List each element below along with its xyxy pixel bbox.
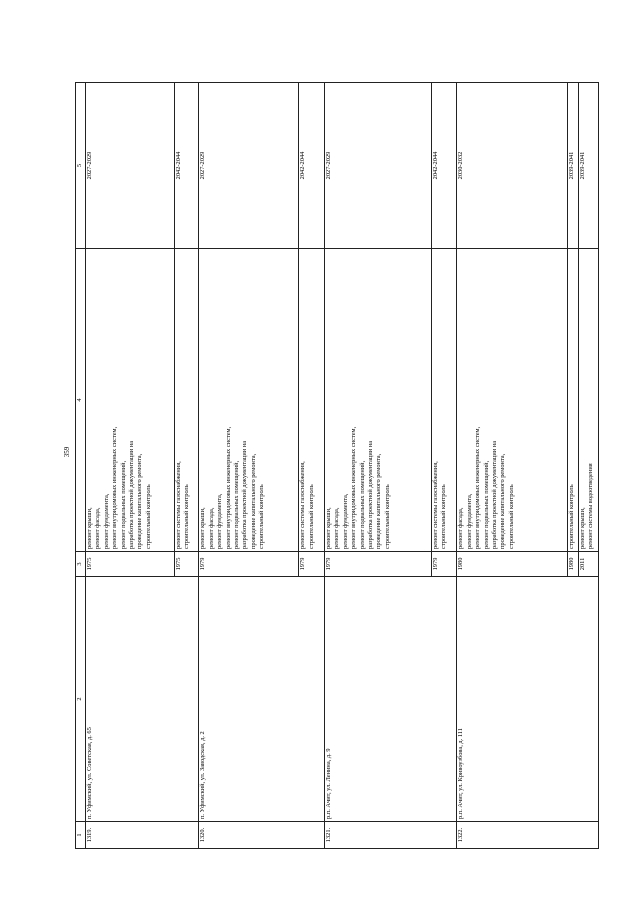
- address-cell: п. Уфимский, ул. Заводская, д. 2: [199, 577, 325, 822]
- work-item: проведение капитального ремонта,: [249, 453, 257, 549]
- work-item: ремонт фундамента,: [102, 493, 110, 549]
- row-number: 1320.: [199, 822, 325, 849]
- period-cell: 2042-2044: [299, 83, 325, 249]
- work-item: ремонт крыши,: [325, 507, 333, 549]
- period-cell: 2027-2029: [199, 83, 299, 249]
- period-cell: 2039-2041: [568, 83, 578, 249]
- work-item: ремонт подвальных помещений,: [233, 460, 241, 549]
- work-item: ремонт крыши,: [199, 507, 207, 549]
- work-item: разработка проектной документации на: [241, 440, 249, 549]
- work-item: разработка проектной документации на: [367, 440, 375, 549]
- rotated-table-container: [75, 83, 599, 849]
- header-col-2: 2: [76, 577, 86, 822]
- address-cell: р.п. Ачит, ул. Ленина, д. 9: [325, 577, 457, 822]
- work-item: строительный контроль: [307, 484, 315, 549]
- work-item: ремонт внутридомовых инженерных систем,: [224, 426, 232, 549]
- year-cell: 1980: [457, 552, 568, 577]
- year-cell: 2011: [578, 552, 598, 577]
- work-item: ремонт подвальных помещений,: [482, 460, 490, 549]
- table-row: [457, 83, 568, 849]
- work-item: ремонт фундамента,: [216, 493, 224, 549]
- period-cell: 2030-2032: [457, 83, 568, 249]
- works-cell: [457, 249, 568, 552]
- work-item: ремонт системы газоснабжения,: [431, 461, 439, 549]
- year-cell: 1975: [86, 552, 175, 577]
- work-item: строительный контроль: [144, 484, 152, 549]
- work-item: ремонт фундамента,: [465, 493, 473, 549]
- year-cell: 1975: [174, 552, 198, 577]
- work-item: строительный контроль: [507, 484, 515, 549]
- year-cell: 1980: [568, 552, 578, 577]
- works-cell: [299, 249, 325, 552]
- work-item: ремонт крыши,: [578, 507, 586, 549]
- address-cell: п. Уфимский, ул. Советская, д. 65: [86, 577, 199, 822]
- work-item: строительный контроль: [183, 484, 191, 549]
- work-item: строительный контроль: [568, 484, 576, 549]
- work-item: проведение капитального ремонта,: [136, 453, 144, 549]
- address-cell: р.п. Ачит, ул. Кривоузбова, д. 111: [457, 577, 599, 822]
- work-item: строительный контроль: [258, 484, 266, 549]
- work-item: ремонт системы газоснабжения,: [299, 461, 307, 549]
- page-number: 359: [63, 446, 71, 458]
- table-row: [86, 83, 175, 849]
- works-cell: [325, 249, 432, 552]
- work-item: проведение капитального ремонта,: [499, 453, 507, 549]
- work-item: проведение капитального ремонта,: [375, 453, 383, 549]
- row-number: 1321.: [325, 822, 457, 849]
- header-row: [76, 83, 86, 849]
- work-item: строительный контроль: [440, 484, 448, 549]
- header-col-4: 4: [76, 249, 86, 552]
- year-cell: 1979: [299, 552, 325, 577]
- table-row: [325, 83, 432, 849]
- period-cell: 2039-2041: [578, 83, 598, 249]
- year-cell: 1979: [325, 552, 432, 577]
- period-cell: 2042-2044: [174, 83, 198, 249]
- work-item: ремонт внутридомовых инженерных систем,: [111, 426, 119, 549]
- work-item: ремонт системы газоснабжения,: [174, 461, 182, 549]
- work-item: ремонт фасада,: [333, 507, 341, 549]
- works-cell: [199, 249, 299, 552]
- year-cell: 1979: [199, 552, 299, 577]
- header-col-3: 3: [76, 552, 86, 577]
- works-cell: [86, 249, 175, 552]
- works-cell: [431, 249, 457, 552]
- year-cell: 1979: [431, 552, 457, 577]
- work-item: ремонт фасада,: [94, 507, 102, 549]
- work-item: ремонт фундамента,: [341, 493, 349, 549]
- works-cell: [578, 249, 598, 552]
- work-item: ремонт крыши,: [86, 507, 93, 549]
- work-item: разработка проектной документации на: [490, 440, 498, 549]
- works-cell: [568, 249, 578, 552]
- work-item: ремонт внутридомовых инженерных систем,: [350, 426, 358, 549]
- work-item: разработка проектной документации на: [128, 440, 136, 549]
- work-item: ремонт системы водоотведения: [587, 463, 595, 549]
- repair-schedule-table: [75, 82, 599, 849]
- work-item: ремонт подвальных помещений,: [119, 460, 127, 549]
- table-row: [199, 83, 299, 849]
- period-cell: 2027-2029: [86, 83, 175, 249]
- work-item: строительный контроль: [383, 484, 391, 549]
- row-number: 1322.: [457, 822, 599, 849]
- period-cell: 2042-2044: [431, 83, 457, 249]
- row-number: 1319.: [86, 822, 199, 849]
- work-item: ремонт фасада,: [207, 507, 215, 549]
- header-col-5: 5: [76, 83, 86, 249]
- work-item: ремонт фасада,: [457, 507, 465, 549]
- header-col-1: 1: [76, 822, 86, 849]
- works-cell: [174, 249, 198, 552]
- period-cell: 2027-2029: [325, 83, 432, 249]
- work-item: ремонт внутридомовых инженерных систем,: [474, 426, 482, 549]
- work-item: ремонт подвальных помещений,: [358, 460, 366, 549]
